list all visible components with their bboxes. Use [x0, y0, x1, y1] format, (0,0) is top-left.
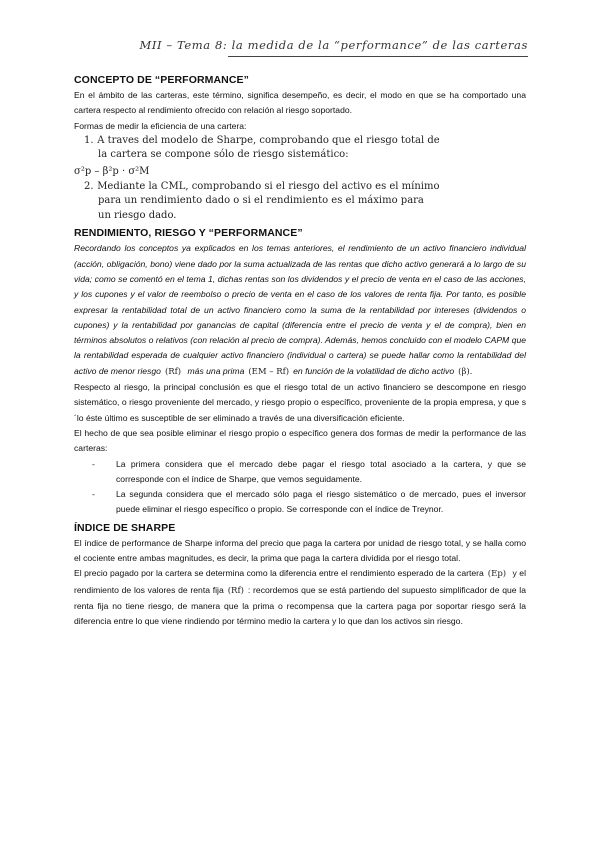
- paragraph: El precio pagado por la cartera se determina como la diferencia entre el rendimiento esperado de la cartera (Ep) y el rendimiento de los valores de renta fija (Rf) : recordemos que se está partiendo del supuesto simplificador de que la renta fija no tiene riesgo, de manera que la prima o recompensa que la cartera paga por soportar riesgo será la diferencia entre lo que viene rindiendo por término medio la cartera y lo que dan los activos sin riesgo.: [74, 568, 527, 627]
- list-item-2-cont: para un rendimiento dado o si el rendimiento es el máximo para: [98, 195, 424, 207]
- symbol-rf: (Rf): [227, 585, 244, 596]
- list-item-1: 1. A traves del modelo de Sharpe, comprobando que el riesgo total de: [84, 134, 440, 146]
- symbol-ep: (Ep): [487, 569, 507, 580]
- header-title: MII – Tema 8: la medida de la “performance” de las carteras: [139, 38, 528, 52]
- paragraph: El hecho de que sea posible eliminar el riesgo propio o específico genera dos formas de medir la performance de las carteras:: [74, 427, 526, 454]
- paragraph-italic: Recordando los conceptos ya explicados en los temas anteriores, el rendimiento de un activo financiero individual (acción, obligación, bono) viene dado por la suma actualizada de las rentas que dicho activo generará a lo largo de su vida; como se comentó en el tema 1, dichas rentas son los dividendos y el precio de venta en el caso de las acciones, y los cupones y el valor de reembolso o precio de venta en el caso de los valores de renta fija. Por tanto, es posible expresar la rentabilidad total de un activo financiero como la suma de la rentabilidad por intereses (dividendos o cupones) y la rentabilidad por ganancias de capital (diferencia entre el precio de venta y el de compra), bien en términos absolutos o relativos (con relación al precio de compra). Además, hemos concluido con el modelo CAPM que la rentabilidad esperada de cualquier activo financiero (individual o cartera) se puede hallar como la rentabilidad del activo de menor riesgo (Rf) más una prima (EM – Rf) en función de la volatilidad de dicho activo (β).: [74, 241, 526, 380]
- paragraph: En el ámbito de las carteras, este término, significa desempeño, es decir, el modo en que se ha comportado una cartera respecto al rendimiento ofrecido con relación al riesgo soportado.: [74, 90, 526, 116]
- heading-sharpe: ÍNDICE DE SHARPE: [74, 521, 176, 534]
- list-item: - La segunda considera que el mercado sólo paga el riesgo sistemático o de mercado, pues el inversor puede eliminar el riesgo específico o propio. Se corresponde con el índice de Treynor.: [92, 489, 526, 515]
- paragraph: El índice de performance de Sharpe informa del precio que paga la cartera por unidad de riesgo total, y se halla como el cociente entre ambas magnitudes, es decir, la prima que paga la cartera dividida por el riesgo total.: [74, 537, 526, 564]
- heading-concepto: CONCEPTO DE “PERFORMANCE”: [74, 74, 249, 86]
- list-item-2: 2. Mediante la CML, comprobando si el riesgo del activo es el mínimo: [84, 180, 440, 192]
- document-body: [74, 74, 526, 630]
- list-item-1-cont: la cartera se compone sólo de riesgo sistemático:: [98, 149, 349, 161]
- symbol-prima: (EM – Rf): [248, 366, 290, 377]
- bullet-list: [74, 457, 526, 518]
- heading-rendimiento: RENDIMIENTO, RIESGO Y “PERFORMANCE”: [74, 227, 303, 240]
- header-rule: [228, 56, 528, 57]
- formula-sharpe-risk: σ²p – β²p · σ²M: [74, 165, 150, 177]
- list-item: - La primera considera que el mercado debe pagar el riesgo total asociado a la cartera, y que se corresponde con el índice de Sharpe, que vemos seguidamente.: [92, 458, 526, 484]
- scanned-list-2: [74, 180, 526, 224]
- paragraph: Formas de medir la eficiencia de una cartera:: [74, 120, 247, 131]
- symbol-beta: (β).: [458, 366, 473, 377]
- list-item-2-cont: un riesgo dado.: [98, 209, 177, 221]
- symbol-rf: (Rf): [164, 366, 182, 377]
- paragraph: Respecto al riesgo, la principal conclusión es que el riesgo total de un activo financiero se descompone en riesgo sistemático, o riesgo proveniente del mercado, y riesgo propio o específico, proveniente de la propia empresa, y que s´lo éste último es susceptible de ser eliminado a través de una diversificación eficiente.: [74, 382, 526, 423]
- scanned-list: [74, 134, 526, 163]
